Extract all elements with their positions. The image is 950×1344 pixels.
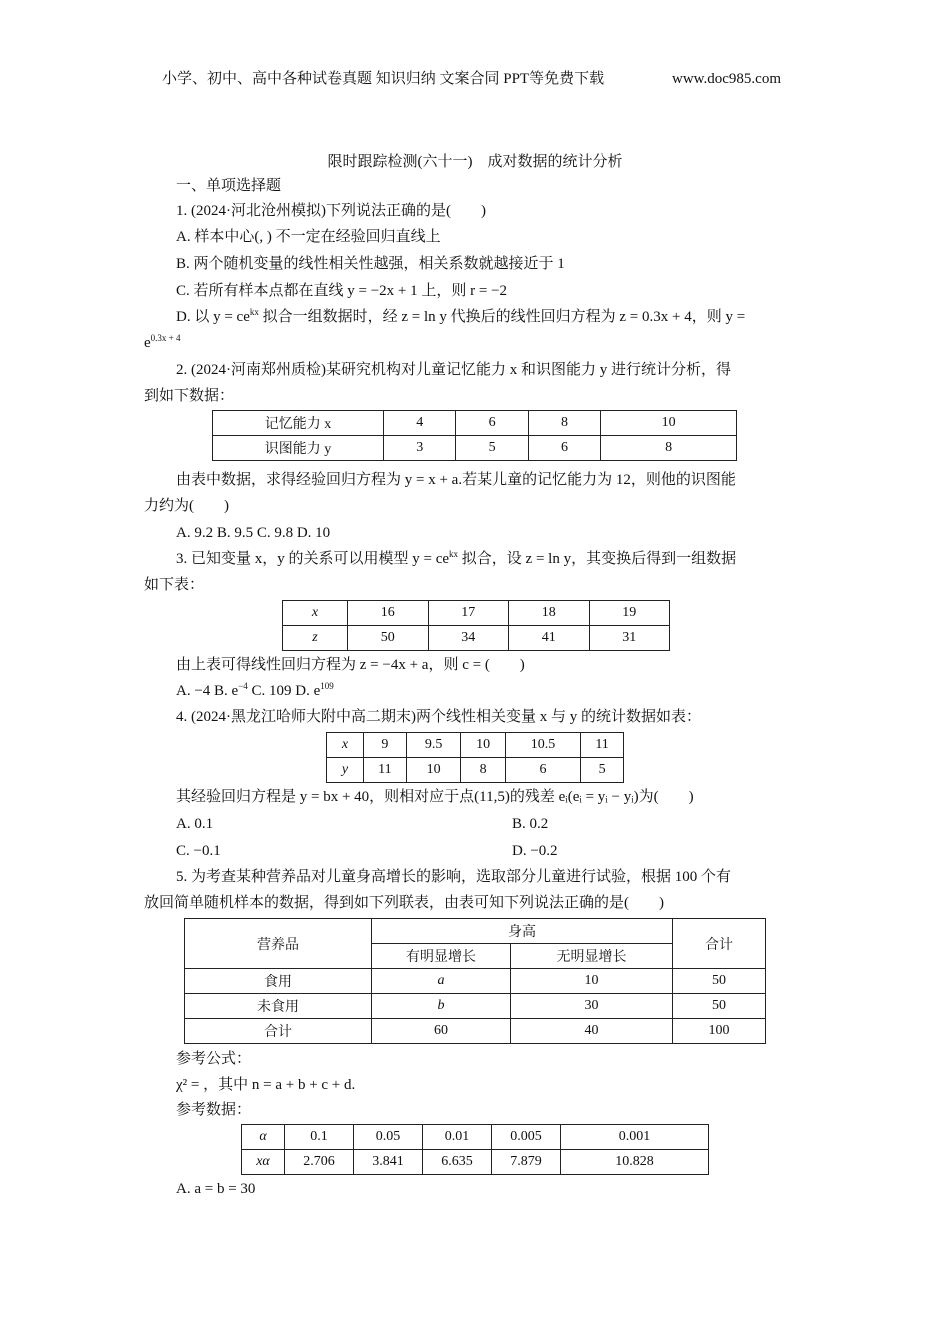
cell: 4 xyxy=(384,411,456,436)
cell: 营养品 xyxy=(185,919,372,969)
cell: 11 xyxy=(581,733,624,758)
cell: 10.5 xyxy=(505,733,580,758)
cell: 34 xyxy=(428,626,509,651)
cell: xα xyxy=(256,1154,270,1169)
header-url: www.doc985.com xyxy=(672,71,782,87)
cell: 合计 xyxy=(673,919,766,969)
cell: 10 xyxy=(601,411,737,436)
q2-after: 由表中数据，求得经验回归方程为 y = x + a.若某儿童的记忆能力为 12，则他的识图能 xyxy=(176,472,736,488)
q5-contingency-table xyxy=(184,918,766,1044)
cell: 3 xyxy=(384,436,456,461)
cell: 0.05 xyxy=(354,1125,423,1150)
cell: 50 xyxy=(348,626,429,651)
cell: 8 xyxy=(528,411,600,436)
cell: 11 xyxy=(364,758,407,783)
q2-options: A. 9.2 B. 9.5 C. 9.8 D. 10 xyxy=(176,525,331,541)
cell: 41 xyxy=(509,626,590,651)
cell: 60 xyxy=(372,1019,511,1044)
cell: 6.635 xyxy=(423,1150,492,1175)
q4-option-b: B. 0.2 xyxy=(512,816,549,832)
cell: 合计 xyxy=(185,1019,372,1044)
cell: 0.001 xyxy=(561,1125,709,1150)
cell: 识图能力 y xyxy=(213,436,384,461)
cell: 5 xyxy=(456,436,528,461)
cell: 有明显增长 xyxy=(372,944,511,969)
cell: 7.879 xyxy=(492,1150,561,1175)
cell: 记忆能力 x xyxy=(213,411,384,436)
q2-stem-cont: 到如下数据： xyxy=(144,388,235,404)
cell: 50 xyxy=(673,994,766,1019)
q5-stem-cont: 放回简单随机样本的数据，得到如下列联表，由表可知下列说法正确的是( ) xyxy=(144,895,664,911)
q4-table xyxy=(326,732,624,783)
cell: y xyxy=(341,762,349,777)
q4-option-a: A. 0.1 xyxy=(176,816,214,832)
cell: 10 xyxy=(511,969,673,994)
cell: 6 xyxy=(528,436,600,461)
q4-option-d: D. −0.2 xyxy=(512,843,558,859)
cell: 3.841 xyxy=(354,1150,423,1175)
cell: 10.828 xyxy=(561,1150,709,1175)
q1-option-d: D. 以 $y = ce^{kx}$ 拟合一组数据时，经 z = ln y 代换后的线性回归方程为 z = 0.3x + 4，则 y = xyxy=(176,307,746,325)
cell: 食用 xyxy=(185,969,372,994)
cell: z xyxy=(312,630,318,645)
cell: x xyxy=(341,737,349,752)
q4-option-c: C. −0.1 xyxy=(176,843,221,859)
cell: 10 xyxy=(461,733,505,758)
q3-stem-cont: 如下表： xyxy=(144,577,205,593)
cell: 9.5 xyxy=(406,733,461,758)
q2-after-cont: 力约为( ) xyxy=(144,498,229,514)
cell: 16 xyxy=(348,601,429,626)
cell: 30 xyxy=(511,994,673,1019)
q2-table xyxy=(212,410,737,461)
section-heading: 一、单项选择题 xyxy=(176,178,282,194)
cell: b xyxy=(437,998,445,1013)
q1-option-b: B. 两个随机变量的线性相关性越强，相关系数就越接近于 1 xyxy=(176,256,565,272)
page-title: 限时跟踪检测(六十一) 成对数据的统计分析 xyxy=(327,154,623,170)
cell: 100 xyxy=(673,1019,766,1044)
cell: 18 xyxy=(509,601,590,626)
cell: 0.01 xyxy=(423,1125,492,1150)
q3-after: 由上表可得线性回归方程为 z = −4x + a，则 c = ( ) xyxy=(176,657,525,673)
q4-stem: 4. (2024·黑龙江哈师大附中高二期末)两个线性相关变量 x 与 y 的统计数据如表： xyxy=(176,709,701,725)
cell: 无明显增长 xyxy=(511,944,673,969)
cell: 9 xyxy=(364,733,407,758)
q1-option-d-cont: $e^{0.3x + 4}$ xyxy=(144,333,181,351)
cell: 40 xyxy=(511,1019,673,1044)
cell: 0.1 xyxy=(285,1125,354,1150)
cell: 0.005 xyxy=(492,1125,561,1150)
cell: 8 xyxy=(601,436,737,461)
q5-stem: 5. 为考查某种营养品对儿童身高增长的影响，选取部分儿童进行试验，根据 100 个有 xyxy=(176,869,732,885)
ref-formula: χ² = ，其中 n = a + b + c + d. xyxy=(176,1077,356,1093)
cell: α xyxy=(259,1129,267,1144)
cell: 2.706 xyxy=(285,1150,354,1175)
q2-stem: 2. (2024·河南郑州质检)某研究机构对儿童记忆能力 x 和识图能力 y 进行统计分析，得 xyxy=(176,362,731,378)
cell: 未食用 xyxy=(185,994,372,1019)
cell: a xyxy=(437,973,445,988)
cell: 19 xyxy=(589,601,670,626)
header-banner: 小学、初中、高中各种试卷真题 知识归纳 文案合同 PPT等免费下载 xyxy=(162,71,605,87)
q1-option-a: A. 样本中心(, ) 不一定在经验回归直线上 xyxy=(176,229,441,245)
cell: 31 xyxy=(589,626,670,651)
q4-after: 其经验回归方程是 y = bx + 40，则相对应于点(11,5)的残差 eᵢ(eᵢ = yᵢ − yᵢ)为( ) xyxy=(176,789,694,805)
cell: 17 xyxy=(428,601,509,626)
cell: x xyxy=(311,605,319,620)
cell: 50 xyxy=(673,969,766,994)
cell: 5 xyxy=(581,758,624,783)
q5-option-a: A. a = b = 30 xyxy=(176,1181,256,1197)
ref-data-table xyxy=(241,1124,709,1175)
cell: 身高 xyxy=(372,919,673,944)
q3-stem: 3. 已知变量 x，y 的关系可以用模型 $y = ce^{kx}$ 拟合，设 z = ln y，其变换后得到一组数据 xyxy=(176,549,737,567)
cell: 10 xyxy=(406,758,461,783)
cell: 6 xyxy=(456,411,528,436)
q3-options: A. −4 B. $e^{-4}$ C. 109 D. $e^{109}$ xyxy=(176,681,334,699)
ref-data-label: 参考数据： xyxy=(176,1102,252,1118)
ref-formula-label: 参考公式： xyxy=(176,1051,252,1067)
cell: 6 xyxy=(505,758,580,783)
q1-stem: 1. (2024·河北沧州模拟)下列说法正确的是( ) xyxy=(176,203,486,219)
cell: 8 xyxy=(461,758,505,783)
q1-option-c: C. 若所有样本点都在直线 y = −2x + 1 上，则 r = −2 xyxy=(176,283,508,299)
q3-table xyxy=(282,600,670,651)
